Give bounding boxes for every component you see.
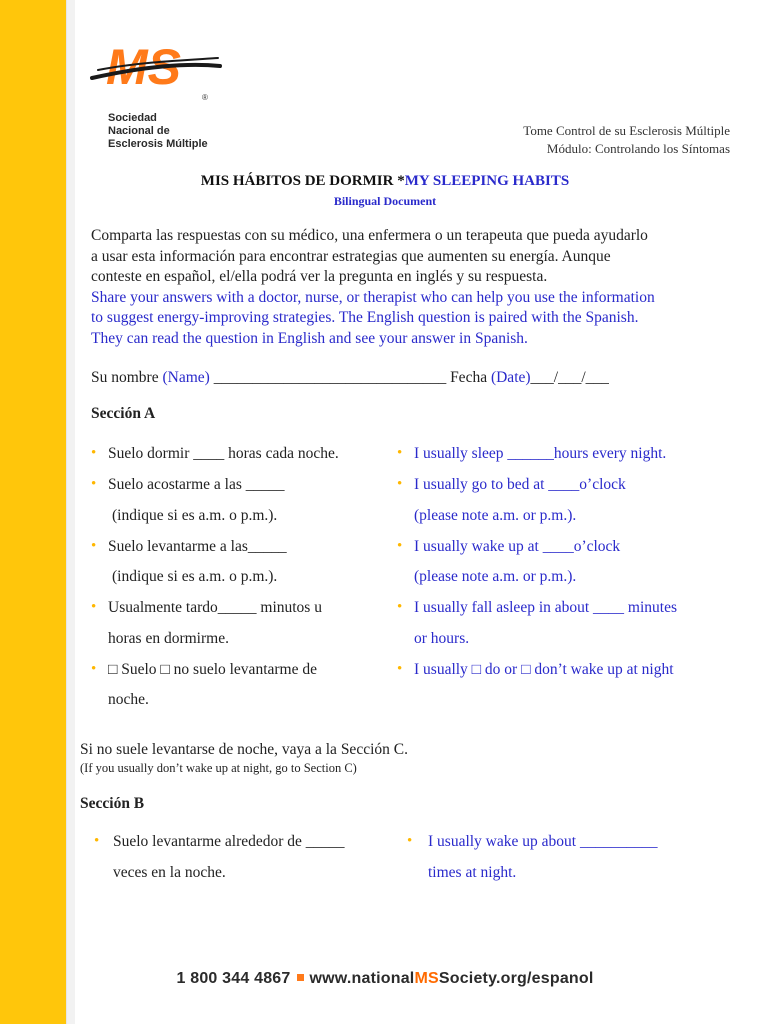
question-en: I usually go to bed at ____o’clock — [414, 476, 626, 493]
intro-paragraph — [91, 226, 731, 349]
intro-es-line: conteste en español, el/ella podrá ver la pregunta en inglés y su respuesta. — [91, 268, 548, 285]
skip-note-en: (If you usually don’t wake up at night, go to Section C) — [80, 761, 357, 775]
question-es-cont: (indique si es a.m. o p.m.). — [112, 568, 278, 585]
ms-logo-text: MS — [106, 40, 181, 95]
question-en-cont: (please note a.m. or p.m.). — [414, 568, 577, 585]
module-header — [523, 122, 730, 158]
bullet-icon: • — [397, 476, 403, 492]
question-en-cont: (please note a.m. or p.m.). — [414, 507, 577, 524]
question-es: Suelo acostarme a las _____ — [108, 476, 285, 493]
bullet-icon: • — [397, 445, 403, 461]
intro-en-line: They can read the question in English and see your answer in Spanish. — [91, 329, 528, 347]
question-es: Suelo levantarme alrededor de _____ — [113, 833, 345, 850]
skip-note-es: Si no suele levantarse de noche, vaya a la Sección C. — [80, 741, 408, 758]
page-title — [0, 173, 770, 190]
footer-contact — [0, 970, 770, 988]
svg-text:®: ® — [202, 93, 208, 102]
bullet-icon: • — [91, 538, 97, 554]
question-es: Suelo levantarme a las_____ — [108, 538, 287, 555]
intro-en-line: to suggest energy-improving strategies. The English question is paired with the Spanish. — [91, 309, 639, 326]
question-es-cont: noche. — [108, 691, 149, 708]
bullet-icon: • — [91, 445, 97, 461]
question-en: I usually wake up at ____o’clock — [414, 538, 621, 555]
question-es: □ Suelo □ no suelo levantarme de — [108, 661, 317, 678]
question-es-cont: veces en la noche. — [113, 864, 226, 881]
bullet-icon: • — [397, 599, 403, 615]
question-en: I usually wake up about __________ — [428, 833, 658, 850]
org-line-2: Nacional de — [108, 125, 170, 137]
question-en-cont: times at night. — [428, 864, 517, 881]
website-link[interactable]: www.nationalMSSociety.org/espanol — [309, 970, 594, 987]
title-star: * — [397, 173, 405, 189]
name-blank[interactable]: ______________________________ — [213, 369, 447, 386]
title-english: MY SLEEPING HABITS — [404, 173, 570, 189]
date-label-en: (Date) — [490, 369, 531, 386]
program-title: Tome Control de su Esclerosis Múltiple — [523, 123, 730, 138]
module-title: Módulo: Controlando los Síntomas — [546, 141, 730, 156]
name-label-en: (Name) — [162, 369, 210, 386]
phone-number: 1 800 344 4867 — [176, 970, 291, 987]
bullet-icon: • — [407, 833, 413, 849]
bullet-icon: • — [94, 833, 100, 849]
yellow-side-stripe — [0, 0, 66, 1024]
section-b-title: Sección B — [80, 795, 145, 812]
intro-es-line: Comparta las respuestas con su médico, una enfermera o un terapeuta que pueda ayudarlo — [91, 227, 648, 244]
org-line-3: Esclerosis Múltiple — [108, 138, 208, 150]
bullet-icon: • — [91, 599, 97, 615]
name-date-line — [91, 369, 609, 387]
bullet-icon: • — [397, 538, 403, 554]
question-en: I usually fall asleep in about ____ minutes — [414, 599, 678, 616]
org-name — [108, 112, 208, 151]
date-blank[interactable]: ___/___/___ — [530, 369, 609, 386]
date-label: Fecha — [450, 369, 488, 386]
intro-en-line: Share your answers with a doctor, nurse, or therapist who can help you use the information — [91, 288, 655, 306]
section-a-title: Sección A — [91, 405, 156, 422]
question-es: Suelo dormir ____ horas cada noche. — [108, 445, 339, 462]
question-en-cont: or hours. — [414, 630, 470, 647]
bullet-icon: • — [91, 476, 97, 492]
bullet-icon: • — [397, 661, 403, 677]
question-en: I usually □ do or □ don’t wake up at night — [414, 661, 674, 678]
name-label: Su nombre — [91, 369, 159, 386]
question-en: I usually sleep ______hours every night. — [414, 445, 667, 462]
intro-es-line: a usar esta información para encontrar estrategias que aumenten su energía. Aunque — [91, 247, 611, 265]
question-es-cont: (indique si es a.m. o p.m.). — [112, 507, 278, 524]
stripe-edge — [66, 0, 75, 1024]
org-line-1: Sociedad — [108, 112, 157, 124]
question-es-cont: horas en dormirme. — [108, 630, 229, 647]
separator-square-icon — [297, 974, 304, 981]
title-spanish: MIS HÁBITOS DE DORMIR — [200, 173, 394, 189]
bullet-icon: • — [91, 661, 97, 677]
subtitle: Bilingual Document — [333, 194, 437, 208]
question-es: Usualmente tardo_____ minutos u — [108, 599, 322, 616]
